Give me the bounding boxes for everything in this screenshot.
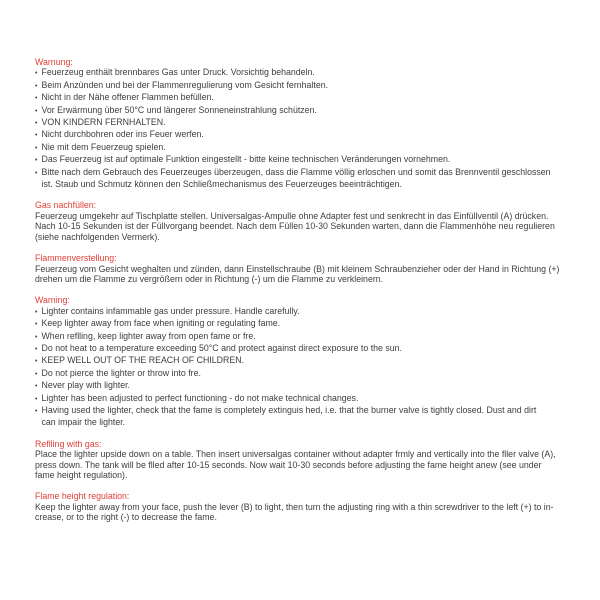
text-line-content: fame height regulation). [35,470,128,480]
bullet-glyph: • [35,370,38,378]
bullet-glyph: • [35,120,38,128]
text-line [35,232,580,242]
text-line [35,142,580,154]
text-line-content: Keep the lighter away from your face, push the lever (B) to light, then turn the adjusting ring with a thin screwdriver to the left (+) to in- [35,501,554,512]
bullet-glyph: • [35,107,38,115]
text-line-content: Do not pierce the lighter or throw into fre. [41,367,201,378]
section-warnung [35,57,580,189]
bullet-glyph: • [35,345,38,353]
text-line-content: crease, or to the right (-) to decrease the fame. [35,512,217,523]
text-line [35,117,580,129]
text-line-content: Feuerzeug vom Gesicht weghalten und zünden, dann Einstellschraube (B) mit kleinem Schraubenzieher oder der Hand in Richtung (+) [35,263,560,274]
text-line [35,470,580,480]
text-line [35,67,580,79]
text-line-content: Feuerzeug umgekehr auf Tischplatte stellen. Universalgas-Ampulle ohne Adapter fest und senkrecht in das Einfüllventil (A) drücken. [35,210,549,221]
section-heading: Reflling with gas: [35,438,102,449]
text-line [35,417,580,427]
bullet-glyph: • [35,169,38,177]
text-line-content: Nicht in der Nähe offener Flammen befüllen. [41,92,214,103]
text-line-content: ist. Staub und Schmutz können den Schließmechanismus des Feuerzeuges beeinträchtigen. [41,179,402,190]
text-line-content: Nicht durchbohren oder ins Feuer werfen. [41,129,204,140]
text-line [35,355,580,367]
section-warning [35,295,580,427]
text-line [35,343,580,355]
section-flame-height-regulation [35,491,580,522]
text-line-content: (siehe nachfolgenden Vermerk). [35,231,160,242]
bullet-glyph: • [35,407,38,415]
text-line-content: can impair the lighter. [41,417,126,428]
text-line-content: Having used the lighter, check that the fame is completely extinguis hed, i.e. that the burner valve is tightly closed. Dust and dirt [41,404,537,415]
section-refilling-with-gas [35,439,580,481]
section-gas-nachfuellen [35,200,580,242]
text-line [35,318,580,330]
text-line-content: When reflling, keep lighter away from open fame or fre. [41,330,256,341]
text-line [35,306,580,318]
text-line [35,105,580,117]
text-line-content: Nie mit dem Feuerzeug spielen. [41,141,166,152]
section-flammenverstellung [35,253,580,284]
text-line-content: Bitte nach dem Gebrauch des Feuerzeuges überzeugen, dass die Flamme völlig erloschen und somit das Brennventil geschlossen [41,166,551,177]
text-line-content: Lighter has been adjusted to perfect functioning - do not make technical changes. [41,392,359,403]
section-heading: Flammenverstellung: [35,253,117,264]
bullet-glyph: • [35,333,38,341]
text-line [35,167,580,179]
text-line [35,512,580,522]
text-line [35,92,580,104]
text-line-content: drehen um die Flamme zu vergrößern oder in Richtung (-) um die Flamme zu verkleinern. [35,273,384,284]
text-line-content: Place the lighter upside down on a table. Then insert universalgas container without adapter frmly and vertically into the fller valve (A), [35,449,556,460]
bullet-glyph: • [35,70,38,78]
text-line [35,211,580,221]
bullet-glyph: • [35,132,38,140]
section-heading: Warning: [35,295,70,306]
text-line [35,393,580,405]
text-line [35,129,580,141]
text-line-content: VON KINDERN FERNHALTEN. [41,117,166,128]
text-line-content: Keep lighter away from face when igniting or regulating fame. [41,318,281,329]
text-line [35,502,580,512]
text-line [35,274,580,284]
text-line [35,179,580,189]
text-line [35,405,580,417]
text-line-content: Do not heat to a temperature exceeding 50°C and protect against direct exposure to the sun. [41,342,403,353]
bullet-glyph: • [35,383,38,391]
text-line [35,154,580,166]
text-line-content: Beim Anzünden und bei der Flammenregulierung vom Gesicht fernhalten. [41,79,329,90]
text-line [35,331,580,343]
text-line-content: Feuerzeug enthält brennbares Gas unter Druck. Vorsichtig behandeln. [41,67,315,78]
bullet-glyph: • [35,308,38,316]
section-heading: Warnung: [35,57,73,67]
text-line [35,449,580,459]
instruction-document [35,57,580,523]
bullet-glyph: • [35,358,38,366]
text-line-content: Lighter contains infammable gas under pressure. Handle carefully. [41,305,300,316]
bullet-glyph: • [35,395,38,403]
text-line-content: Never play with lighter. [41,380,130,391]
text-line [35,221,580,231]
section-heading: Gas nachfüllen: [35,200,97,211]
bullet-glyph: • [35,321,38,329]
text-line-content: Das Feuerzeug ist auf optimale Funktion eingestellt - bitte keine technischen Veränderungen vornehmen. [41,154,451,165]
text-line-content: Nach 10-15 Sekunden ist der Füllvorgang beendet. Nach dem Füllen 10-30 Sekunden warten, dann die Flammenhöhe neu regulieren [35,221,555,232]
bullet-glyph: • [35,82,38,90]
text-line [35,368,580,380]
section-heading: Flame height regulation: [35,491,130,502]
text-line [35,264,580,274]
text-line [35,460,580,470]
text-line [35,380,580,392]
text-line-content: KEEP WELL OUT OF THE REACH OF CHILDREN. [41,355,245,366]
text-line-content: press down. The tank will be flled after 10-15 seconds. Now wait 10-30 seconds before adjusting the fame height anew (see under [35,459,542,470]
bullet-glyph: • [35,144,38,152]
text-line [35,80,580,92]
text-line-content: Vor Erwärmung über 50°C und längerer Sonneneinstrahlung schützen. [41,104,317,115]
bullet-glyph: • [35,157,38,165]
bullet-glyph: • [35,95,38,103]
